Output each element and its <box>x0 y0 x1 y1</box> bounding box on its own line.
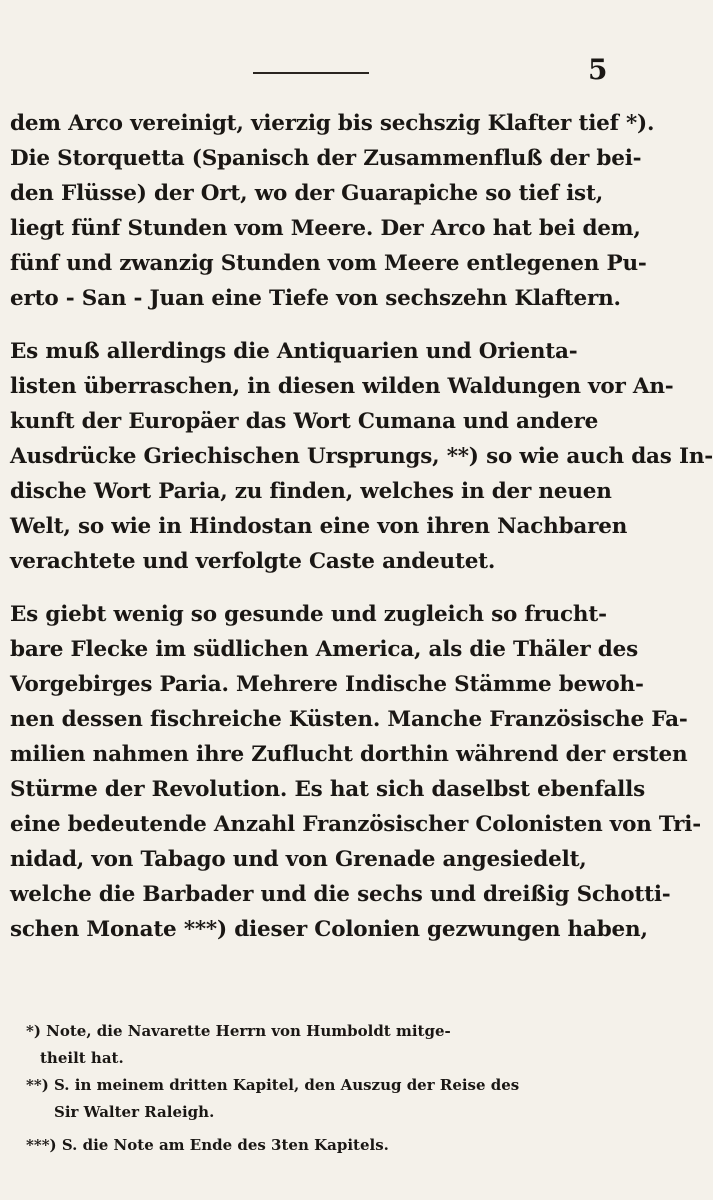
footnote-line: *) Note, die Navarette Herrn von Humboldt mitge- <box>26 1022 451 1040</box>
text-line: nidad, von Tabago und von Grenade angesiedelt, <box>10 847 587 872</box>
text-line: listen überraschen, in diesen wilden Waldungen vor An- <box>10 374 674 399</box>
text-line: Die Storquetta (Spanisch der Zusammenfluß der bei- <box>10 146 642 171</box>
footnote-3 <box>26 1132 616 1159</box>
footnote-1 <box>26 1018 616 1072</box>
text-line: Es muß allerdings die Antiquarien und Orienta- <box>10 339 578 364</box>
footnote-2 <box>26 1072 616 1126</box>
text-line: dische Wort Paria, zu finden, welches in der neuen <box>10 479 612 504</box>
text-line: milien nahmen ihre Zuflucht dorthin während der ersten <box>10 742 688 767</box>
header-rule <box>253 72 369 74</box>
text-line: dem Arco vereinigt, vierzig bis sechszig Klafter tief *). <box>10 111 655 136</box>
paragraph-2 <box>10 334 713 579</box>
footnotes <box>26 1018 616 1159</box>
text-line: Ausdrücke Griechischen Ursprungs, **) so wie auch das In- <box>10 444 713 469</box>
text-line: Stürme der Revolution. Es hat sich daselbst ebenfalls <box>10 777 646 802</box>
paragraph-1 <box>10 106 655 316</box>
text-line: fünf und zwanzig Stunden vom Meere entlegenen Pu- <box>10 251 647 276</box>
footnote-line: Sir Walter Raleigh. <box>54 1103 215 1121</box>
text-line: eine bedeutende Anzahl Französischer Colonisten von Tri- <box>10 812 701 837</box>
text-line: bare Flecke im südlichen America, als die Thäler des <box>10 637 639 662</box>
body-text <box>10 106 713 947</box>
paragraph-3 <box>10 597 701 947</box>
paragraph-gap <box>10 579 610 597</box>
text-line: nen dessen fischreiche Küsten. Manche Französische Fa- <box>10 707 688 732</box>
footnote-line: ***) S. die Note am Ende des 3ten Kapitels. <box>26 1136 389 1154</box>
text-line: schen Monate ***) dieser Colonien gezwungen haben, <box>10 917 648 942</box>
text-line: verachtete und verfolgte Caste andeutet. <box>10 549 496 574</box>
footnote-line: **) S. in meinem dritten Kapitel, den Auszug der Reise des <box>26 1076 520 1094</box>
text-line: welche die Barbader und die sechs und dreißig Schotti- <box>10 882 671 907</box>
paragraph-gap <box>10 316 610 334</box>
text-line: den Flüsse) der Ort, wo der Guarapiche so tief ist, <box>10 181 603 206</box>
text-line: Es giebt wenig so gesunde und zugleich so frucht- <box>10 602 607 627</box>
footnote-line: theilt hat. <box>40 1049 124 1067</box>
text-line: Welt, so wie in Hindostan eine von ihren Nachbaren <box>10 514 628 539</box>
text-line: liegt fünf Stunden vom Meere. Der Arco hat bei dem, <box>10 216 641 241</box>
text-line: kunft der Europäer das Wort Cumana und andere <box>10 409 599 434</box>
text-line: Vorgebirges Paria. Mehrere Indische Stämme bewoh- <box>10 672 644 697</box>
text-line: erto - San - Juan eine Tiefe von sechszehn Klaftern. <box>10 286 621 311</box>
page-number: 5 <box>588 53 608 86</box>
